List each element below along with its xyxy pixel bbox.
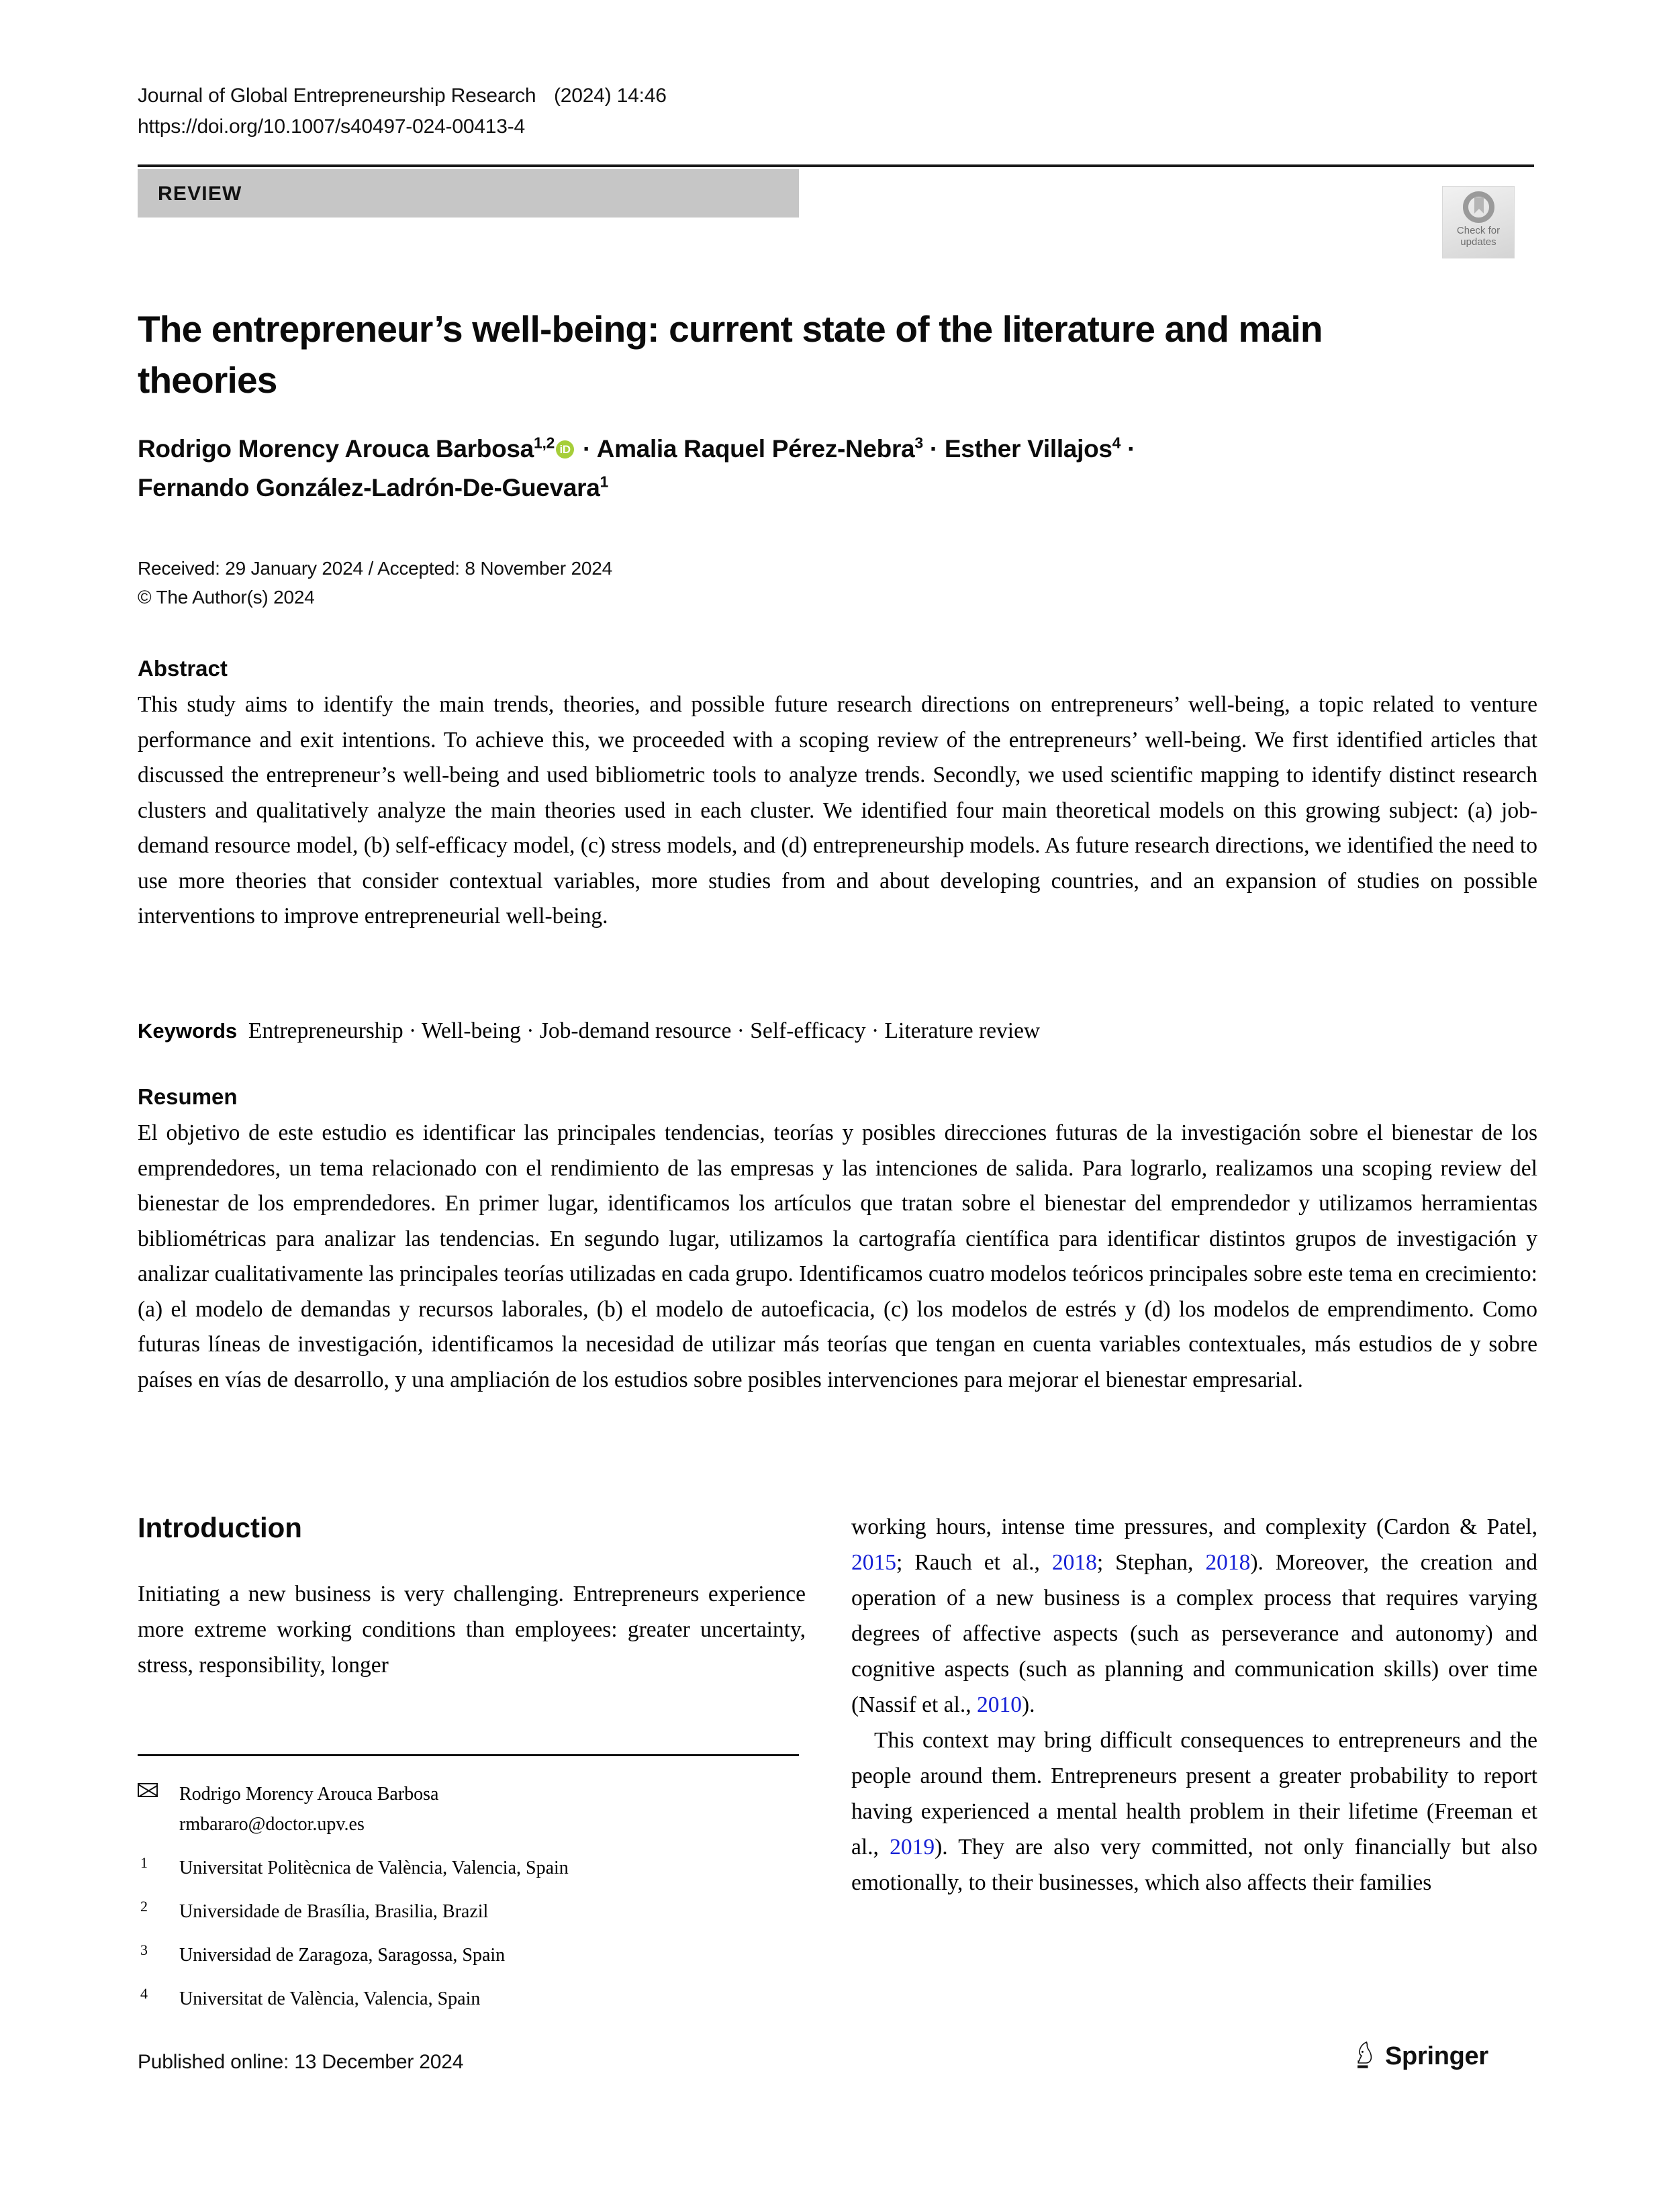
introduction-column-left <box>138 1509 806 1683</box>
doi-link[interactable]: https://doi.org/10.1007/s40497-024-00413-4 <box>138 115 526 138</box>
author-4-name: Fernando González-Ladrón-De-Guevara <box>138 474 600 501</box>
affiliation-text: Universidade de Brasília, Brasilia, Brazil <box>179 1901 489 1922</box>
resumen-heading: Resumen <box>138 1084 238 1109</box>
masthead-row <box>138 81 1534 111</box>
paragraph <box>851 1509 1537 1723</box>
affiliation-item <box>138 1940 809 1970</box>
crossmark-label-line2: updates <box>1460 236 1496 248</box>
paragraph: Initiating a new business is very challenging. Entrepreneurs experience more extreme working conditions than employees: greater uncertainty, stress, responsibility, longer <box>138 1582 806 1678</box>
resumen-text: El objetivo de este estudio es identificar las principales tendencias, teorías y posibles direcciones futuras de la investigación sobre el bienestar de los emprendedores, un tema relacionado con el rendimiento de las empresas y las intenciones de salida. Para lograrlo, realizamos una scoping review del bienestar de los emprendedores. En primer lugar, identificamos los artículos que tratan sobre el bienestar del emprendedor y utilizamos herramientas bibliométricas para analizar las tendencias. En segundo lugar, utilizamos la cartografía científica para identificar distintos grupos de investigación y analizar cualitativamente las principales teorías utilizadas en cada grupo. Identificamos cuatro modelos teóricos principales sobre este tema en crecimiento: (a) el modelo de demandas y recursos laborales, (b) el modelo de autoeficacia, (c) los modelos de estrés y (d) los modelos de emprendimento. Como futuras líneas de investigación, identificamos la necesidad de utilizar más teorías que tengan en cuenta variables contextuales, más estudios de y sobre países en vías de desarrollo, y una ampliación de los estudios sobre posibles intervenciones para mejorar el bienestar empresarial. <box>138 1120 1537 1392</box>
keywords-label: Keywords <box>138 1019 238 1043</box>
text-run: working hours, intense time pressures, and complexity (Cardon & Patel, <box>851 1514 1537 1539</box>
abstract-text: This study aims to identify the main trends, theories, and possible future research directions on entrepreneurs’ well-being, a topic related to venture performance and exit intentions. To achieve this, we proceeded with a scoping review of the entrepreneurs’ well-being. We first identified articles that discussed the entrepreneur’s well-being and used bibliometric tools to analyze trends. Secondly, we used scientific mapping to identify distinct research clusters and qualitatively analyze the main theories used in each cluster. We identified four main theoretical models on this growing subject: (a) job-demand resource model, (b) self-efficacy model, (c) stress models, and (d) entrepreneurship models. As future research directions, we identified the need to use more theories that consider contextual variables, more studies from and about developing countries, and an expansion of studies on possible interventions to improve entrepreneurial well-being. <box>138 692 1537 928</box>
check-for-updates-badge[interactable] <box>1442 186 1515 258</box>
affiliation-number: 3 <box>140 1941 148 1958</box>
page-title: The entrepreneur’s well-being: current state of the literature and main theories <box>138 307 1323 401</box>
keywords-section <box>138 1014 1537 1049</box>
resumen-section <box>138 1081 1537 1398</box>
text-run: ; Stephan, <box>1096 1550 1206 1575</box>
author-4-affiliation-marker: 1 <box>600 473 608 491</box>
citation-year-link[interactable]: 2018 <box>1051 1550 1097 1575</box>
affiliation-number: 4 <box>140 1985 148 2002</box>
publisher-name: Springer <box>1385 2041 1488 2070</box>
orcid-icon[interactable]: iD <box>556 440 574 459</box>
affiliation-number: 1 <box>140 1854 148 1871</box>
affiliation-text: Universitat de València, Valencia, Spain <box>179 1988 481 2009</box>
volume-issue: (2024) 14:46 <box>554 85 667 107</box>
masthead <box>138 81 1534 142</box>
corresponding-author-name: Rodrigo Morency Arouca Barbosa <box>179 1784 439 1805</box>
keywords-values: Entrepreneurship · Well-being · Job-demand resource · Self-efficacy · Literature review <box>248 1018 1041 1043</box>
affiliation-item <box>138 1896 809 1927</box>
correspondence-block <box>138 1766 809 2014</box>
header-divider <box>138 164 1534 167</box>
author-separator: · <box>1121 435 1136 463</box>
received-accepted-line: Received: 29 January 2024 / Accepted: 8 November 2024 <box>138 558 612 579</box>
footnote-divider <box>138 1754 799 1756</box>
publication-dates <box>138 554 1145 612</box>
text-run: ). They are also very committed, not only financially but also emotionally, to their businesses, which also affects their families <box>851 1835 1537 1895</box>
affiliation-item <box>138 1984 809 2014</box>
springer-knight-icon <box>1353 2041 1378 2072</box>
introduction-paragraphs-right <box>851 1509 1537 1901</box>
corresponding-author <box>138 1779 809 1839</box>
author-1-affiliation-marker: 1,2 <box>533 434 555 452</box>
citation-year-link[interactable]: 2019 <box>890 1835 935 1860</box>
citation-year-link[interactable]: 2015 <box>851 1550 896 1575</box>
article-type-label: REVIEW <box>158 183 242 205</box>
text-run: ). <box>1021 1692 1035 1717</box>
author-3-prefix: · Esther Villajos <box>922 435 1112 463</box>
introduction-column-right <box>851 1509 1537 1901</box>
author-2-affiliation-marker: 3 <box>914 434 923 452</box>
text-run: ). Moreover, the creation and operation of a new business is a complex process that requires varying degrees of affective aspects (such as perseverance and autonomy) and cognitive aspects (such as planning and communication skills) over time (Nassif et al., <box>851 1550 1538 1717</box>
journal-name: Journal of Global Entrepreneurship Research <box>138 85 536 107</box>
text-run: This context may bring difficult consequences to entrepreneurs and the people around them. Entrepreneurs present a greater probability to report having experienced a mental health problem in their lifetime (Freeman et al., <box>851 1728 1537 1860</box>
citation-year-link[interactable]: 2010 <box>976 1692 1022 1717</box>
abstract-section <box>138 653 1537 934</box>
corresponding-author-email[interactable]: rmbararo@doctor.upv.es <box>179 1814 365 1835</box>
crossmark-label-line1: Check for <box>1456 225 1501 236</box>
published-online-date: Published online: 13 December 2024 <box>138 2051 464 2073</box>
author-3-affiliation-marker: 4 <box>1112 434 1121 452</box>
crossmark-icon <box>1463 191 1494 223</box>
affiliation-item <box>138 1853 809 1883</box>
paragraph <box>851 1723 1537 1901</box>
abstract-heading: Abstract <box>138 656 228 681</box>
author-2-prefix: · Amalia Raquel Pérez-Nebra <box>576 435 915 463</box>
copyright-line: © The Author(s) 2024 <box>138 587 315 608</box>
citation-year-link[interactable]: 2018 <box>1205 1550 1251 1575</box>
affiliation-text: Universidad de Zaragoza, Saragossa, Spain <box>179 1945 506 1966</box>
introduction-paragraph-left <box>138 1576 806 1683</box>
publisher-logo <box>1353 2041 1488 2072</box>
text-run: ; Rauch et al., <box>896 1550 1052 1575</box>
introduction-heading: Introduction <box>138 1512 302 1543</box>
author-1-name: Rodrigo Morency Arouca Barbosa <box>138 435 534 463</box>
affiliation-text: Universitat Politècnica de València, Valencia, Spain <box>179 1858 569 1878</box>
author-list <box>138 430 1447 508</box>
affiliation-number: 2 <box>140 1898 148 1915</box>
envelope-icon <box>138 1783 158 1797</box>
